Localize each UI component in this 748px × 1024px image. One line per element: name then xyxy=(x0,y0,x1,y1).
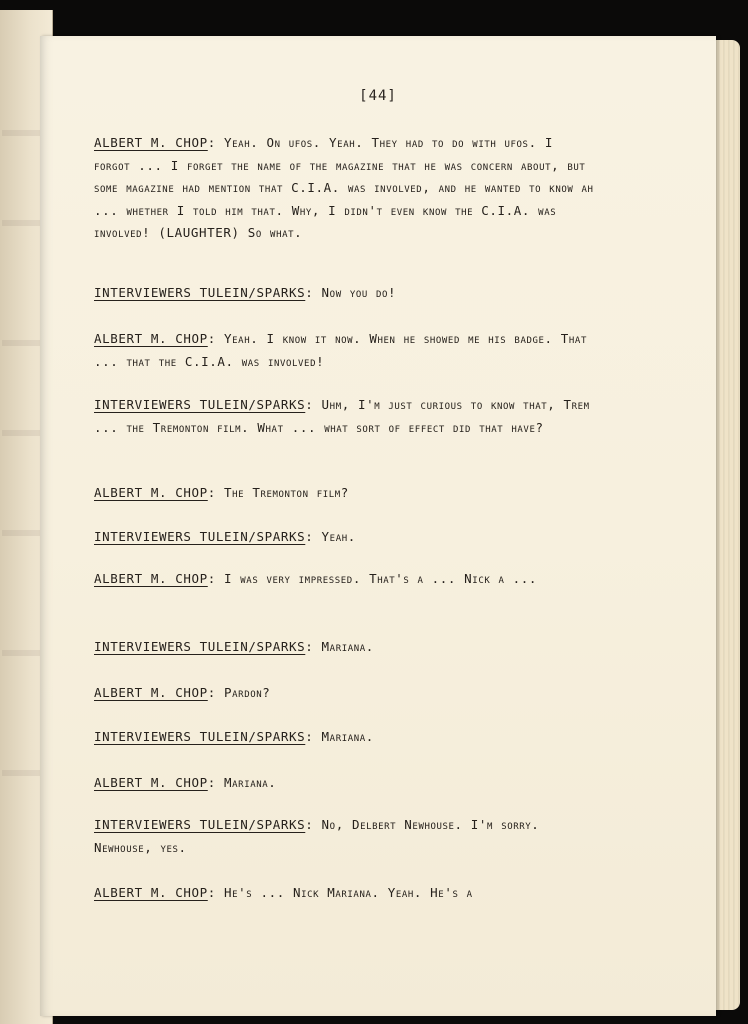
speaker-label: INTERVIEWERS TULEIN/SPARKS xyxy=(94,397,306,412)
entry-text: He's ... Nick Mariana. Yeah. He's a xyxy=(224,885,473,900)
bleed-through-line xyxy=(2,430,42,436)
speaker-label: INTERVIEWERS TULEIN/SPARKS xyxy=(94,639,306,654)
speaker-label: ALBERT M. CHOP xyxy=(94,685,208,700)
speaker-label: INTERVIEWERS TULEIN/SPARKS xyxy=(94,729,306,744)
entry-text: No, Delbert Newhouse. I'm sorry. Newhouse, yes. xyxy=(94,817,540,855)
transcript-entry: ALBERT M. CHOP: Mariana. xyxy=(94,775,277,790)
transcript-entry: INTERVIEWERS TULEIN/SPARKS: Uhm, I'm just curious to know that, Trem ... the Tremonton film. What ... what sort of effect did that have? xyxy=(94,397,590,435)
bleed-through-line xyxy=(2,530,42,536)
transcript-entry: INTERVIEWERS TULEIN/SPARKS: Mariana. xyxy=(94,639,374,654)
transcript-entry: INTERVIEWERS TULEIN/SPARKS: No, Delbert Newhouse. I'm sorry. Newhouse, yes. xyxy=(94,817,540,855)
entry-text: Uhm, I'm just curious to know that, Trem ... the Tremonton film. What ... what sort of effect did that have? xyxy=(94,397,590,435)
entry-text: Yeah. xyxy=(321,529,356,544)
entry-text: Pardon? xyxy=(224,685,271,700)
transcript-entry: ALBERT M. CHOP: I was very impressed. That's a ... Nick a ... xyxy=(94,571,538,586)
transcript-entry: INTERVIEWERS TULEIN/SPARKS: Mariana. xyxy=(94,729,374,744)
transcript-entry: INTERVIEWERS TULEIN/SPARKS: Yeah. xyxy=(94,529,356,544)
speaker-label: INTERVIEWERS TULEIN/SPARKS xyxy=(94,529,306,544)
bleed-through-line xyxy=(2,650,42,656)
book-page xyxy=(40,36,716,1016)
bleed-through-line xyxy=(2,770,42,776)
speaker-label: INTERVIEWERS TULEIN/SPARKS xyxy=(94,817,306,832)
transcript-entry: ALBERT M. CHOP: The Tremonton film? xyxy=(94,485,349,500)
speaker-label: ALBERT M. CHOP xyxy=(94,571,208,586)
speaker-label: ALBERT M. CHOP xyxy=(94,331,208,346)
transcript-entry: ALBERT M. CHOP: Yeah. On ufos. Yeah. They had to do with ufos. I forgot ... I forget the name of the magazine that he was concern about, but some magazine had mention that C.I.A. was involved, and he wanted to know ah ... whether I told him that. Why, I didn't even know the C.I.A. was involved! (LAUGHTER) So what. xyxy=(94,135,594,240)
entry-text: The Tremonton film? xyxy=(224,485,349,500)
entry-text: Yeah. On ufos. Yeah. They had to do with ufos. I forgot ... I forget the name of the magazine that he was concern about, but some magazine had mention that C.I.A. was involved, and he wanted to know ah ... whether I told him that. Why, I didn't even know the C.I.A. was involved! (LAUGHTER) So what. xyxy=(94,135,594,240)
speaker-label: ALBERT M. CHOP xyxy=(94,885,208,900)
entry-text: I was very impressed. That's a ... Nick a ... xyxy=(224,571,538,586)
speaker-label: ALBERT M. CHOP xyxy=(94,485,208,500)
speaker-label: INTERVIEWERS TULEIN/SPARKS xyxy=(94,285,306,300)
speaker-label: ALBERT M. CHOP xyxy=(94,775,208,790)
page-number: [44] xyxy=(359,88,397,104)
entry-text: Mariana. xyxy=(321,639,374,654)
bleed-through-line xyxy=(2,220,42,226)
entry-text: Mariana. xyxy=(224,775,277,790)
bleed-through-line xyxy=(2,130,42,136)
entry-text: Now you do! xyxy=(321,285,397,300)
bleed-through-line xyxy=(2,340,42,346)
speaker-label: ALBERT M. CHOP xyxy=(94,135,208,150)
transcript-entry: ALBERT M. CHOP: Pardon? xyxy=(94,685,271,700)
entry-text: Mariana. xyxy=(321,729,374,744)
transcript-entry: INTERVIEWERS TULEIN/SPARKS: Now you do! xyxy=(94,285,397,300)
entry-text: Yeah. I know it now. When he showed me his badge. That ... that the C.I.A. was involved! xyxy=(94,331,587,369)
transcript-entry: ALBERT M. CHOP: He's ... Nick Mariana. Yeah. He's a xyxy=(94,885,473,900)
transcript-entry: ALBERT M. CHOP: Yeah. I know it now. When he showed me his badge. That ... that the C.I.A. was involved! xyxy=(94,331,587,369)
